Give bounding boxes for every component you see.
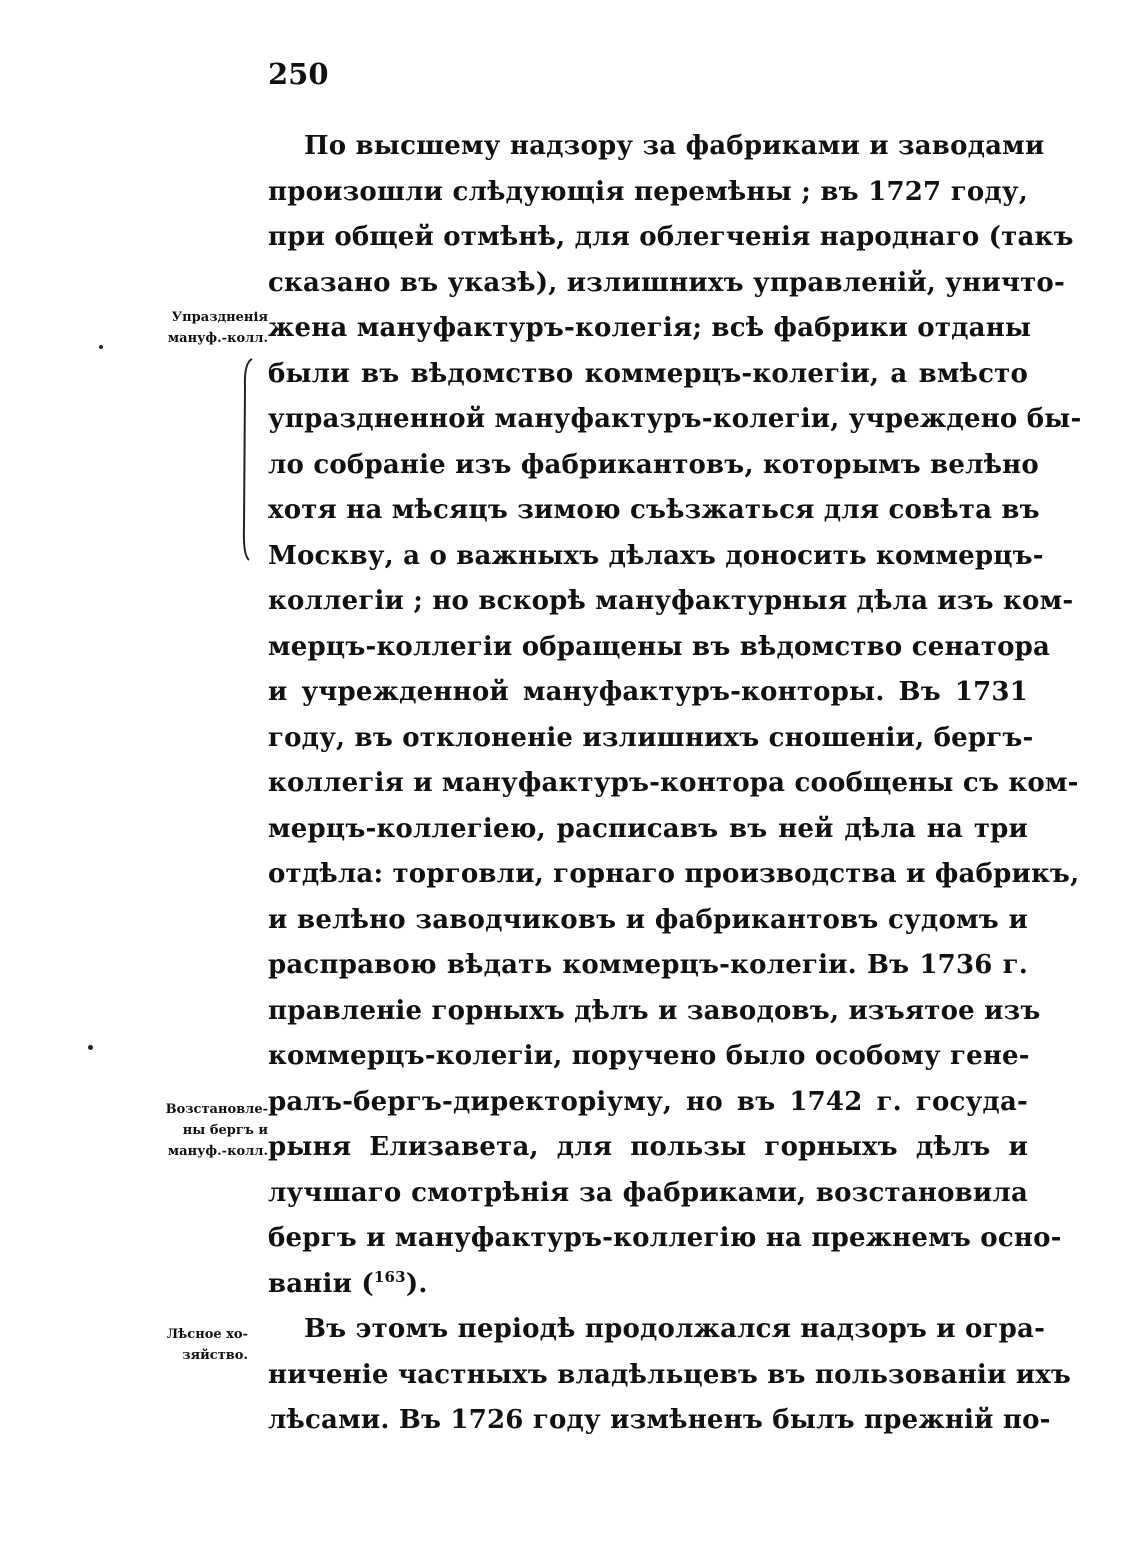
margin-note-line: мануф.-колл. [167, 331, 268, 346]
text-line: при общей отмѣнѣ, для облегченія народнаго (такъ [268, 222, 1074, 252]
margin-note-line: зяйство. [182, 1348, 248, 1363]
text-line: и учрежденной мануфактуръ-конторы. Въ 1731 [268, 677, 1028, 707]
text-line: были въ вѣдомство коммерцъ-колегіи, а вмѣсто [268, 358, 1028, 389]
text-line: году, въ отклоненіе излишнихъ сношеніи, бергъ- [268, 722, 1034, 753]
margin-dot [99, 345, 103, 349]
text-line: мерцъ-коллегіи обращены въ вѣдомство сенатора [268, 631, 1051, 662]
text-line: лѣсами. Въ 1726 году измѣненъ былъ прежній по- [268, 1405, 1051, 1435]
text-line: рыня Елизавета, для пользы горныхъ дѣлъ и [268, 1132, 1028, 1162]
text-line: отдѣла: торговли, горнаго производства и фабрикъ, [268, 859, 1080, 889]
text-line: произошли слѣдующія перемѣны ; въ 1727 году, [268, 176, 1028, 207]
text-line: хотя на мѣсяцъ зимою съѣзжаться для совѣта въ [268, 495, 1040, 525]
footnote-close: ). [405, 1268, 428, 1299]
text-line: ниченіе частныхъ владѣльцевъ въ пользованіи ихъ [268, 1359, 1072, 1390]
text-line: коммерцъ-колегіи, поручено было особому гене- [268, 1041, 1030, 1071]
text-line: упраздненной мануфактуръ-колегіи, учреждено бы- [268, 404, 1082, 434]
text-line-content: ваніи [268, 1268, 353, 1299]
text-line: расправою вѣдать коммерцъ-колегіи. Въ 1736 г. [268, 950, 1028, 980]
margin-note-line: Упраздненія [171, 310, 268, 325]
text-line: ло собраніе изъ фабрикантовъ, которымъ велѣно [268, 449, 1039, 480]
text-line: бергъ и мануфактуръ-коллегію на прежнемъ осно- [268, 1223, 1062, 1253]
margin-bracket [240, 357, 254, 562]
text-line: По высшему надзору за фабриками и заводами [304, 131, 1045, 161]
text-line: жена мануфактуръ-колегія; всѣ фабрики отданы [268, 313, 1032, 343]
margin-dot [88, 1045, 93, 1050]
margin-note-line: Возстановле- [165, 1102, 268, 1117]
margin-note-abolition [128, 307, 268, 349]
text-line [268, 1262, 1028, 1308]
margin-note-line: ны бергъ и [182, 1123, 268, 1138]
text-line: ралъ-бергъ-директоріуму, но въ 1742 г. госуда- [268, 1086, 1028, 1117]
footnote-open: ( [361, 1268, 374, 1299]
text-line: Въ этомъ періодѣ продолжался надзоръ и огра- [304, 1314, 1046, 1344]
margin-note-forestry [128, 1324, 248, 1366]
margin-note-line: мануф.-колл. [167, 1144, 268, 1159]
text-line: мерцъ-коллегіею, расписавъ въ ней дѣла на три [268, 813, 1028, 844]
text-line: коллегіи ; но вскорѣ мануфактурныя дѣла изъ ком- [268, 586, 1074, 616]
text-line: лучшаго смотрѣнія за фабриками, возстановила [268, 1177, 1028, 1208]
text-line: правленіе горныхъ дѣлъ и заводовъ, изъятое изъ [268, 995, 1041, 1026]
body-text [268, 124, 1082, 1444]
text-line: Москву, а о важныхъ дѣлахъ доносить коммерцъ- [268, 540, 1044, 571]
margin-note-restoration [120, 1099, 268, 1162]
page-number: 250 [268, 57, 329, 91]
text-line: коллегія и мануфактуръ-контора сообщены съ ком- [268, 768, 1079, 798]
margin-note-line: Лѣсное хо- [166, 1327, 248, 1342]
text-line: сказано въ указѣ), излишнихъ управленій, уничто- [268, 267, 1065, 298]
text-line: и велѣно заводчиковъ и фабрикантовъ судомъ и [268, 904, 1028, 935]
footnote-reference: 163 [373, 1267, 406, 1286]
